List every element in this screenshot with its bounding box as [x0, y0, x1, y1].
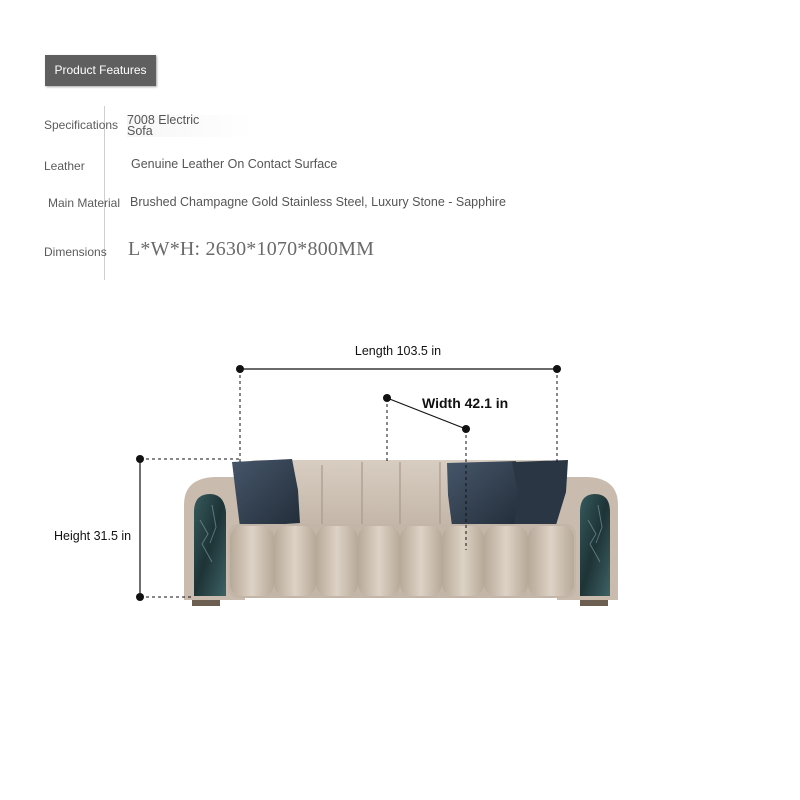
- width-label: Width 42.1 in: [422, 395, 509, 411]
- spec-label-main-material: Main Material: [48, 196, 121, 210]
- product-features-badge: Product Features: [45, 55, 156, 86]
- spec-label-dimensions: Dimensions: [44, 245, 107, 259]
- length-dimension: [236, 365, 561, 462]
- spec-value-leather: Genuine Leather On Contact Surface: [131, 157, 338, 171]
- length-label: Length 103.5 in: [354, 344, 442, 358]
- left-stone-panel: [194, 494, 226, 596]
- spec-value-line1: 7008 Electric: [127, 113, 200, 127]
- spec-value-line2: Sofa: [127, 124, 153, 138]
- spec-value-dimensions: L*W*H: 2630*1070*800MM: [128, 238, 375, 260]
- spec-label-specifications: Specifications: [44, 118, 119, 132]
- spec-label-leather: Leather: [44, 159, 85, 173]
- sofa-seat-cushions: [228, 524, 576, 598]
- right-stone-panel: [580, 494, 610, 596]
- height-label: Height 31.5 in: [54, 529, 132, 543]
- spec-value-main-material: Brushed Champagne Gold Stainless Steel, Luxury Stone - Sapphire: [130, 195, 506, 209]
